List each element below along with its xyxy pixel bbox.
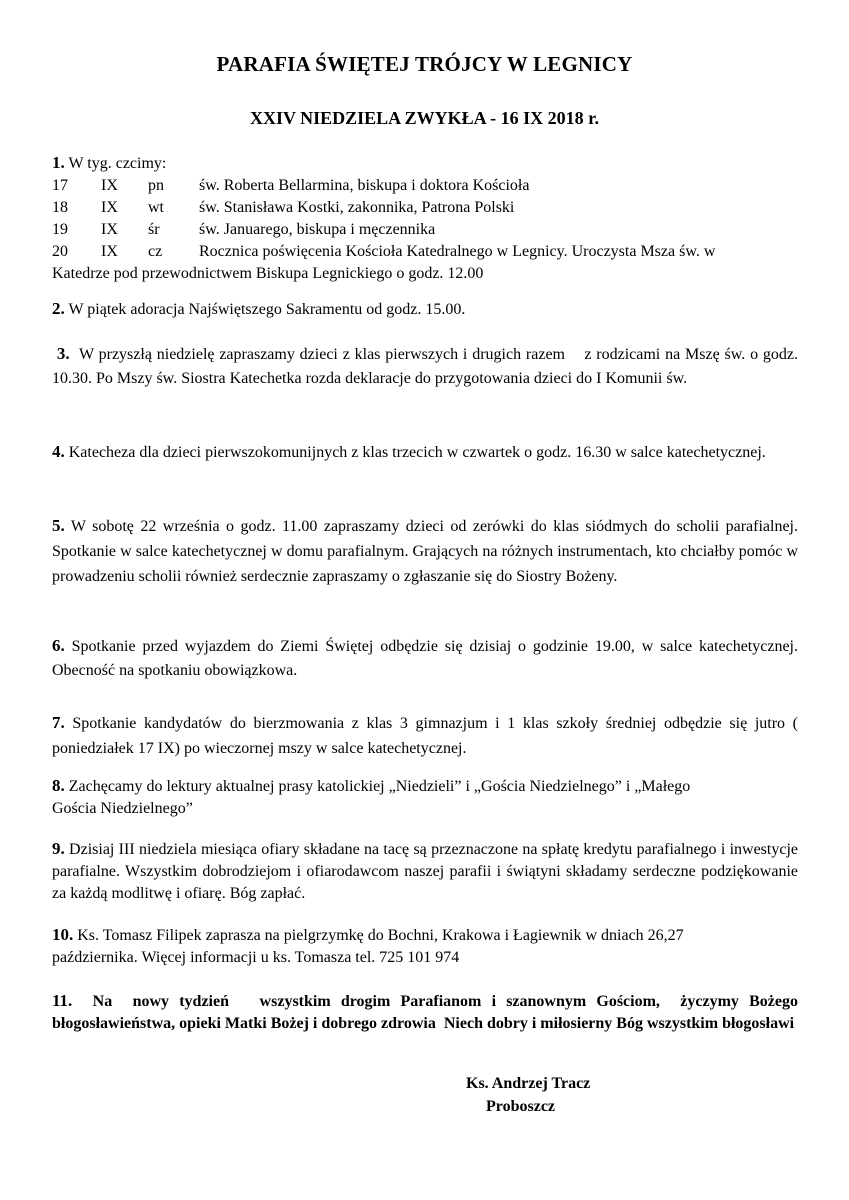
announcement-text: W piątek adoracja Najświętszego Sakramentu od godz. 15.00.: [64, 301, 466, 318]
announcement-5: [52, 513, 798, 589]
weekday: pn: [148, 177, 164, 194]
announcement-number: 4.: [52, 442, 65, 461]
announcement-text: Dzisiaj III niedziela miesiąca ofiary składane na tacę są przeznaczone na spłatę kredytu parafialnego i inwestycje parafialne. Wszystkim dobrodziejom i ofiarodawcom naszej parafii i świątyni składamy serdeczne podziękowanie za każdą modlitwę i ofiarę. Bóg zapłać.: [52, 841, 798, 902]
calendar-row: [52, 175, 798, 197]
announcement-text: Spotkanie kandydatów do bierzmowania z klas 3 gimnazjum i 1 klas szkoły średniej odbędzie się jutro ( poniedziałek 17 IX) po wieczornej mszy w salce katechetycznej.: [52, 715, 798, 757]
announcement-text: W przyszłą niedzielę zapraszamy dzieci z klas pierwszych i drugich razem z rodzicami na Mszę św. o godz. 10.30. Po Mszy św. Siostra Katechetka rozda deklaracje do przygotowania dzieci do I Komunii św.: [52, 346, 803, 387]
month: IX: [101, 199, 118, 216]
announcement-11: [52, 990, 802, 1035]
weekday: śr: [148, 221, 160, 238]
announcement-2: [52, 298, 798, 321]
month: IX: [101, 177, 118, 194]
feast-name: Rocznica poświęcenia Kościoła Katedralnego w Legnicy. Uroczysta Msza św. w: [199, 243, 716, 260]
announcement-text: Ks. Tomasz Filipek zaprasza na pielgrzymkę do Bochni, Krakowa i Łagiewnik w dniach 26,27: [73, 927, 684, 944]
announcement-text: Katecheza dla dzieci pierwszokomunijnych z klas trzecich w czwartek o godz. 16.30 w salce katechetycznej.: [64, 444, 766, 461]
announcement-1: [52, 152, 798, 285]
announcement-text: Spotkanie przed wyjazdem do Ziemi Świętej odbędzie się dzisiaj o godzinie 19.00, w salce katechetycznej. Obecność na spotkaniu obowiązkowa.: [52, 638, 798, 679]
month: IX: [101, 221, 118, 238]
day-number: 18: [52, 199, 68, 216]
calendar-row: [52, 197, 798, 219]
announcement-number: 9.: [52, 839, 65, 858]
announcement-number: 1.: [52, 153, 65, 172]
announcement-10: [52, 924, 798, 969]
day-number: 19: [52, 221, 68, 238]
announcement-number: 5.: [52, 516, 65, 535]
announcement-4: [52, 440, 798, 465]
announcement-8: [52, 775, 798, 820]
sunday-subtitle: XXIV NIEDZIELA ZWYKŁA - 16 IX 2018 r.: [249, 108, 600, 128]
announcement-intro: W tyg. czcimy:: [64, 155, 167, 172]
announcement-text: W sobotę 22 września o godz. 11.00 zapraszamy dzieci od zerówki do klas siódmych do scholii parafialnej. Spotkanie w salce katechetycznej w domu parafialnym. Grających na różnych instrumentach, kto chciałby pomóc w prowadzeniu scholii również serdecznie zapraszamy o zgłaszanie się do Siostry Bożeny.: [52, 518, 798, 585]
announcement-text: Na nowy tydzień wszystkim drogim Parafianom i szanownym Gościom, życzymy Bożego błogosławieństwa, opieki Matki Bożej i dobrego zdrowia Niech dobry i miłosierny Bóg wszystkim błogosławi: [52, 993, 802, 1032]
feast-name: św. Roberta Bellarmina, biskupa i doktora Kościoła: [199, 177, 530, 194]
day-number: 17: [52, 177, 68, 194]
announcement-number: 11.: [52, 991, 73, 1010]
announcement-number: 10.: [52, 925, 74, 944]
weekday: cz: [148, 243, 163, 260]
announcement-6: [52, 634, 798, 683]
weekday: wt: [148, 199, 164, 216]
announcement-3: [52, 342, 803, 391]
announcement-number: 8.: [52, 776, 65, 795]
announcement-7: [52, 710, 798, 761]
calendar-row: [52, 219, 798, 241]
month: IX: [101, 243, 118, 260]
announcement-text-continuation: Gościa Niedzielnego”: [52, 800, 193, 817]
feast-continuation: Katedrze pod przewodnictwem Biskupa Legnickiego o godz. 12.00: [52, 265, 484, 282]
calendar-row: [52, 241, 798, 263]
pastor-name: Ks. Andrzej Tracz: [466, 1075, 591, 1092]
pastor-role: Proboszcz: [486, 1098, 556, 1115]
announcement-number: 3.: [56, 344, 70, 363]
announcement-text-continuation: października. Więcej informacji u ks. Tomasza tel. 725 101 974: [52, 949, 460, 966]
announcement-9: [52, 838, 798, 905]
day-number: 20: [52, 243, 68, 260]
announcement-number: 6.: [52, 636, 65, 655]
feast-name: św. Stanisława Kostki, zakonnika, Patrona Polski: [199, 199, 515, 216]
announcement-text: Zachęcamy do lektury aktualnej prasy katolickiej „Niedzieli” i „Gościa Niedzielnego” i „Małego: [64, 778, 691, 795]
parish-title: PARAFIA ŚWIĘTEJ TRÓJCY W LEGNICY: [216, 52, 633, 76]
announcement-number: 2.: [52, 299, 65, 318]
announcement-number: 7.: [52, 713, 65, 732]
feast-name: św. Januarego, biskupa i męczennika: [199, 221, 436, 238]
